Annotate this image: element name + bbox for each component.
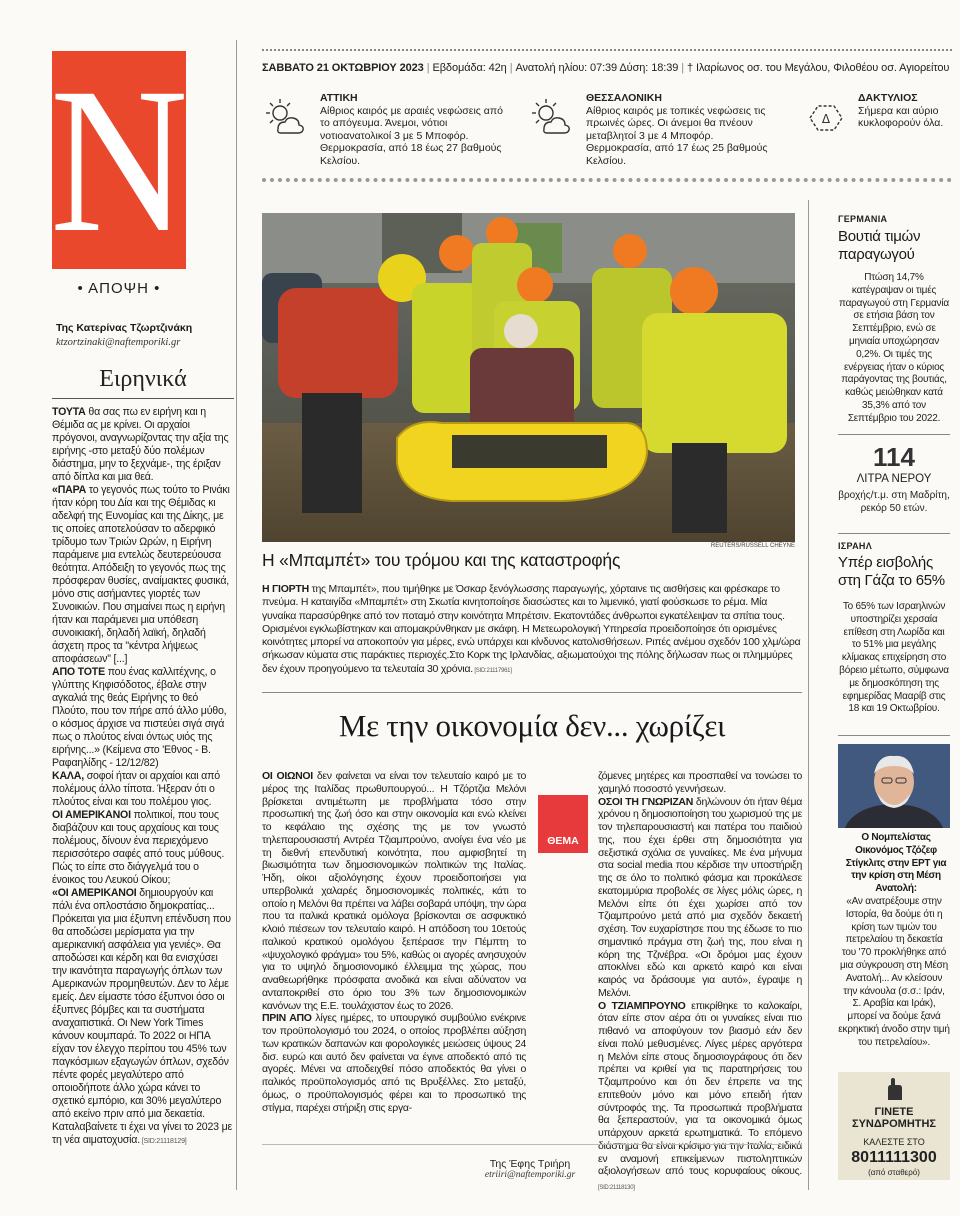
section-label: • ΑΠΟΨΗ • xyxy=(77,280,161,297)
photo-caption-body xyxy=(262,583,802,678)
ad-note: (από σταθερό) xyxy=(868,1168,920,1177)
column-title: Ειρηνικά xyxy=(99,366,187,392)
article-column-1: ΟΙ ΟΙΩΝΟΙ δεν φαίνεται να είναι τον τελευταίο καιρό με το μέρος της Ιταλίδας πρωθυπουργού... Η Τζόρτζια Μελόνι βρίσκεται αντιμέτωπη με προβλήματα τόσο στην προσωπική της ζωή όσο και στην οικονομία και ενώ κλείνει το κεφάλαιο της σχέσης της με τον γνωστό τηλεπαρουσιαστή Αντρέα Τζιαμπρούνο, ανοίγει ένα νέο με τη διεθνή επενδυτική κοινότητα, που αμφισβητεί τη βιωσιμότητα των δημοσιονομικών πολιτικών της Ιταλίας. Ήδη, οίκοι αξιολόγησης έχουν προειδοποιήσει για υπερβολικά χαλαρές δημοσιονομικές πολιτικές, κάτι το οποίο η Μελόνι θα πρέπει να λάβει σοβαρά υπόψη, την ώρα που τα ιταλικά κρατικά ομόλογα βρίσκονται σε ασφυκτικό κλοιό πιέσεων τον τελευταίο καιρό. Η απόδοση του 10ετούς ιταλικού κρατικού ομολόγου ξεπέρασε την Πέμπτη το «ψυχολογικό φράγμα» του 5%, καθώς οι αγορές ανησυχούν για το υψηλό δημοσιονομικό έλλειμμα της χώρας, που αναθεωρήθηκε πρόσφατα ανοδικά και είναι αδύνατον να ανταποκριθεί στο όριο του 3% των δημοσιονομικών κανόνων της Ε.Ε. τουλάχιστον έως το 2026. ΠΡΙΝ ΑΠΟ λίγες ημέρες, το υπουργικό συμβούλιο ενέκρινε τον προϋπολογισμό του 2024, ο οποίος προβλέπει αύξηση των κρατικών δαπανών και φορολογικές μειώσεις ύψους 24 δισ. ευρώ και αυτό δεν φαίνεται να έγινε αποδεκτό από τις αγορές. Μένει να αποδειχθεί πόσο αποδεκτός θα γίνει ο ιταλικός προϋπολογισμός από τις Βρυξέλλες. Στο μεταξύ, όμως, ο προϋπολογισμός φέρει και το προσωπικό της στίγμα, παρέχει στήριξη στις εργα- xyxy=(262,770,527,1114)
column-divider xyxy=(236,40,237,1190)
column-title-rule xyxy=(52,398,234,399)
article-column-2: ζόμενες μητέρες και προσπαθεί να τονώσει το χαμηλό ποσοστό γεννήσεων. ΟΣΟΙ ΤΗ ΓΝΩΡΙΖΑΝ δηλώνουν ότι ήταν θέμα χρόνου η δημοσιοποίηση του χωρισμού της με τον τηλεπαρουσιαστή και πατέρα του παιδιού της, που έχει έρθει στη δημοσιότητα για σεξιστικά σχόλια σε γυναίκες. Με ένα μήνυμα στα social media που κέρδισε την υποστήριξη της σε όλο το πολιτικό φάσμα και προκάλεσε εκατομμύρια προβολές σε λίγες μόλις ώρες, η Μελόνι είπε ότι έχει χωρίσει από τον Τζιαμπρούνο μετά από μια σχεδόν δεκαετή σχέση. Τον ευχαρίστησε που της έδωσε το πιο σημαντικό πράγμα στη ζωή της, που είναι η κόρη της Τζινέβρα. «Οι δρόμοι μας έχουν αποκλίνει εδώ και αρκετό καιρό και είναι καιρός να δράσουμε για αυτό», έγραψε η Μελόνι. Ο ΤΖΙΑΜΠΡΟΥΝΟ επικρίθηκε το καλοκαίρι, όταν είπε στον αέρα ότι οι γυναίκες είναι πιο πιθανό να αποφύγουν τον βιασμό εάν δεν είναι πολύ μεθυσμένες. Λίγες μέρες αργότερα η Μελόνι είπε στους δημοσιογράφους ότι δεν πρέπει να κριθεί για τις παρατηρήσεις του Τζιαμπρούνο και ότι δεν έπρεπε να της επιτεθούν μόνο και μόνο επειδή ήταν σύντροφός της. Τα προσωπικά προβλήματα θα ξεπεραστούν, για τα οικονομικά όμως υπάρχουν αρκετά ερωτηματικά. Το επόμενο διάστημα θα είναι κρίσιμο για την Ιταλία, ειδικά εν αναμονή επικείμενων πιστοληπτικών αξιολογήσεων από τους κορυφαίους οίκους. [SID:21118130] xyxy=(598,770,802,1191)
article-bottom-rule xyxy=(262,1144,802,1145)
weather-thessaloniki xyxy=(586,92,776,167)
column-byline xyxy=(56,322,231,348)
ad-call: ΚΑΛΕΣΤΕ ΣΤΟ xyxy=(863,1137,925,1147)
stiglitz-portrait xyxy=(838,744,950,828)
date: ΣΑΒΒΑΤΟ 21 ΟΚΤΩΒΡΙΟΥ 2023 xyxy=(262,62,424,74)
israel-body: Το 65% των Ισραηλινών υποστηρίζει χερσαία επίθεση στη Λωρίδα και το 51% μια μεγάλης κλίμακας επιχείρηση στο βόρειο μέτωπο, σύμφωνα με δημοσκόπηση της εφημερίδας Μααρίβ στις 18 και 19 Οκτωβρίου. xyxy=(839,601,949,715)
topic-tag: ΘΕΜΑ xyxy=(538,795,588,853)
ad-line2: ΣΥΝΔΡΟΜΗΤΗΣ xyxy=(851,1118,937,1130)
sidebar-rule xyxy=(838,434,950,435)
ad-phone[interactable]: 8011111300 xyxy=(851,1149,937,1166)
photo-caption-lead: Η ΓΙΟΡΤΗ xyxy=(262,583,309,595)
article-byline xyxy=(470,1158,590,1180)
germany-body: Πτώση 14,7% κατέγραψαν οι τιμές παραγωγού στη Γερμανία σε ετήσια βάση τον Σεπτέμβριο, ενώ σε μηνιαία υποχώρησαν 0,2%. Οι τιμές της ενέργειας ήταν ο κύριος παράγοντας της βουτιάς, καθώς μειώθηκαν κατά 35,3% από τον Σεπτέμβριο του 2022. xyxy=(839,272,949,424)
weather-text: Αίθριος καιρός με τοπικές νεφώσεις τις πρωινές ώρες. Οι άνεμοι θα πνέουν μεταβλητοί 3 με 4 Μποφόρ. Θερμοκρασία, από 17 έως 25 βαθμούς Κελσίου. xyxy=(586,104,768,167)
hand-icon xyxy=(882,1076,906,1102)
column-body xyxy=(52,406,234,1148)
water-text: βροχής/τ.μ. στη Μαδρίτη, ρεκόρ 50 ετών. xyxy=(838,490,950,514)
rescue-photo xyxy=(262,213,795,542)
weather-text: Αίθριος καιρός με αραιές νεφώσεις από το απόγευμα. Άνεμοι, νότιοι νοτιοανατολικοί 3 με 5 Μποφόρ. Θερμοκρασία, από 18 έως 27 βαθμούς Κελσίου. xyxy=(320,104,503,167)
photo-caption-text: της Μπαμπέτ», που τιμήθηκε με Όσκαρ ξενόγλωσσης παραγωγής, χόρταινε τις αισθήσεις και φρέσκαρε το πνεύμα. Η καταιγίδα «Μπαμπέτ» στη Σκωτία κινητοποίησε διασώστες και το λιμενικό, γιατί φούσκωσε το ρέμα. Μία γυναίκα παρασύρθηκε από τον ποταμό στην κοινότητα Μπρέτσιν. Εκατοντάδες άνθρωποι εγκατέλειψαν τα σπίτια τους. Ορισμένοι εγκλωβίστηκαν και απομακρύνθηκαν με σκάφη. Η Μετεωρολογική Υπηρεσία προειδοποίησε ότι ορισμένες κοινότητες μπορεί να αποκοπούν για μέρες, ενώ υπάρχει και κίνδυνος κατολισθήσεων. Ριπές ανέμου σχεδόν 100 χλμ/ώρα σήκωσαν κύματα στις παράκτιες περιοχές.Στο Κορκ της Ιρλανδίας, αξιωματούχοι της πόλης δήλωσαν πως οι πλημμύρες δεν έχουν προηγούμενο τα τελευταία 30 χρόνια. xyxy=(262,583,801,675)
weather-attica xyxy=(320,92,510,167)
photo-caption-ref: [SID:21117961] xyxy=(472,667,512,674)
ring-road-letter: Δ xyxy=(821,112,831,126)
sidebar-rule xyxy=(838,533,950,534)
article-headline: Με την οικονομία δεν... χωρίζει xyxy=(338,708,726,743)
logo-letter: N xyxy=(49,45,189,275)
rescue-scene-illustration xyxy=(262,213,795,542)
sun-cloud-icon xyxy=(528,96,572,140)
column-paragraph: ΑΠΟ ΤΟΤΕ που ένας καλλιτέχνης, ο γλύπτης Κηφισόδοτος, έβαλε στην αγκαλιά της θεάς Ειρήνης το θεό Πλούτο, που τον πήρε από άλλο μύθο, ο κόσμος άρχισε να πιστεύει σιγά σιγά πως ο πλούτος είναι όντως υιός της ειρήνης...» (Κείμενα στο 'Εθνος - Β. Ραφαηλίδης - 12/12/82) xyxy=(52,666,227,769)
sidebar-divider xyxy=(808,200,809,1190)
newspaper-logo xyxy=(49,45,189,275)
article-author: Της Έφης Τριήρη xyxy=(489,1158,571,1170)
column-paragraph: «ΟΙ ΑΜΕΡΙΚΑΝΟΙ δημιουργούν και πάλι ένα οπλοστάσιο δημοκρατίας... Πρόκειται για μια έξυπνη επένδυση που θα αποδώσει μερίσματα για την αμερικανική ασφάλεια για γενιές». Θα αποδώσει και κέρδη και θα ενισχύσει την ικανότητα παραγωγής όπλων των Αμερικανών προμηθευτών. Δεν το λέμε εμείς. Δεν είμαστε τόσο έξυπνοι όσο οι έξυπνες βόμβες και τα συστήματα αναχαιτιστικά. Οι New York Times κάνουν κουμπαρά. Το 2022 οι ΗΠΑ είχαν τον έλεγχο περίπου του 45% των παγκόσμιων εξαγωγών όπλων, σχεδόν πέντε φορές μεγαλύτερο από οποιοδήποτε άλλο χώρα κάνει το σχετικό εμπόριο, και 30% μεγαλύτερο από εκείνο πριν από μια δεκαετία. Καταλαβαίνετε τι έχει να γίνει το 2023 με τη νέα αιματοχυσία. [SID:21118129] xyxy=(52,887,233,1146)
israel-headline: Υπέρ εισβολής στη Γάζα το 65% xyxy=(838,554,945,589)
ad-line1: ΓΙΝΕΤΕ xyxy=(874,1106,914,1118)
sunrise-sunset: Ανατολή ηλίου: 07:39 Δύση: 18:39 xyxy=(515,62,679,74)
subscription-ad[interactable] xyxy=(838,1072,950,1180)
sidebar-rule xyxy=(838,735,950,736)
article-rule xyxy=(262,692,802,693)
column-paragraph: «ΠΑΡΑ το γεγονός πως τούτο το Ρινάκι ήταν κόρη του Δία και της Θέμιδας κι αδελφή της Ευνομίας και της Δίκης, με τις οποίες αποτελούσαν το αδερφικό τρίδυμο των Τριών Ωρών, η Ειρήνη παράμεινε μια εντελώς δευτερεύουσα θεότητα. Απόδειξη το γεγονός πως της πρόσφεραν θυσίες, αναίμακτες φυσικά, μόνο στις ασήμαντες γιορτές των Συνοικιών. Που σημαίνει πως η ειρήνη ήταν και παράμενει μια υπόθεση συνοικιακή, δηλαδή λαϊκή, δηλαδή άσχετη προς τα "κέντρα λήψεως αποφάσεων" [...] xyxy=(52,484,230,665)
weather-region: ΘΕΣΣΑΛΟΝΙΚΗ xyxy=(586,92,662,104)
israel-label: ΙΣΡΑΗΛ xyxy=(838,541,873,551)
column-paragraph: ΤΟΥΤΑ θα σας πω εν ειρήνη και η Θέμιδα ας με κρίνει. Οι αρχαίοι πρόγονοι, αναγνωρίζοντας την αξία της ειρήνης -στο μεταξύ δύο πολέμων διάστημα, μην το ξεχνάμε-, της έριξαν από δίπλα και μια θεά. xyxy=(52,406,229,483)
weather-region: ΔΑΚΤΥΛΙΟΣ xyxy=(858,92,918,104)
germany-label: ΓΕΡΜΑΝΙΑ xyxy=(838,214,888,224)
weather-ring-road xyxy=(858,92,950,130)
column-paragraph: ΚΑΛΑ, σοφοί ήταν οι αρχαίοι και από πολέμους άλλο τίποτα. Ήξεραν ότι ο πλούτος είναι και του πολέμου γιος. xyxy=(52,770,220,808)
weather-text: Σήμερα και αύριο κυκλοφορούν όλα. xyxy=(858,104,944,129)
stiglitz-quote: «Αν ανατρέξουμε στην Ιστορία, θα δούμε ότι η κρίση των τιμών του πετρελαίου τη δεκαετία του '70 προκλήθηκε από μια σύγκρουση στη Μέση Ανατολή... Αν κλείσουν την κάνουλα (σ.σ.: Ιράν, Σ. Αραβία και Ιράκ), μπορεί να δούμε ξανά εκρηκτική άνοδο στην τιμή του πετρελαίου». xyxy=(838,896,950,1048)
column-author-email[interactable]: ktzortzinaki@naftemporiki.gr xyxy=(56,337,181,348)
header-bottom-dotted-rule xyxy=(262,178,952,182)
sun-cloud-icon xyxy=(262,96,306,140)
column-author: Της Κατερίνας Τζωρτζινάκη xyxy=(56,322,193,334)
portrait-illustration xyxy=(838,744,950,828)
week-number: Εβδομάδα: 42η xyxy=(432,62,507,74)
photo-headline: Η «Μπαμπέτ» του τρόμου και της καταστροφής xyxy=(262,550,621,570)
water-number: 114 xyxy=(873,442,915,472)
dateline: ΣΑΒΒΑΤΟ 21 ΟΚΤΩΒΡΙΟΥ 2023 | Εβδομάδα: 42η | Ανατολή ηλίου: 07:39 Δύση: 18:39 | † Ιλαρίωνος οσ. του Μεγάλου, Φιλοθέου οσ. Αγιορείτου xyxy=(262,62,950,74)
germany-headline: Βουτιά τιμών παραγωγού xyxy=(838,228,921,263)
column-paragraph: ΟΙ ΑΜΕΡΙΚΑΝΟΙ πολιτικοί, που τους διαβάζουν και τους αρχαίους και τους πολέμους, δίνουν ένα περιεχόμενο περισσότερο σαφές από τους μύθους. Πώς το είπε στο διάγγελμά του ο ένοικος του Λευκού Οίκου; xyxy=(52,809,225,886)
water-unit: ΛΙΤΡΑ ΝΕΡΟΥ xyxy=(856,473,932,485)
header-dotted-rule xyxy=(262,49,952,53)
photo-credit: REUTERS/RUSSELL CHEYNE xyxy=(710,543,795,549)
saints-of-day: † Ιλαρίωνος οσ. του Μεγάλου, Φιλοθέου οσ. Αγιορείτου xyxy=(687,62,950,74)
stiglitz-caption: Ο Νομπελίστας Οικονόμος Τζόζεφ Στίγκλιτς στην ΕΡΤ για την κρίση στη Μέση Ανατολή: xyxy=(845,832,947,895)
article-author-email[interactable]: etriiri@naftemporiki.gr xyxy=(484,1170,576,1180)
weather-region: ΑΤΤΙΚΗ xyxy=(320,92,358,104)
ring-road-icon xyxy=(804,96,848,140)
